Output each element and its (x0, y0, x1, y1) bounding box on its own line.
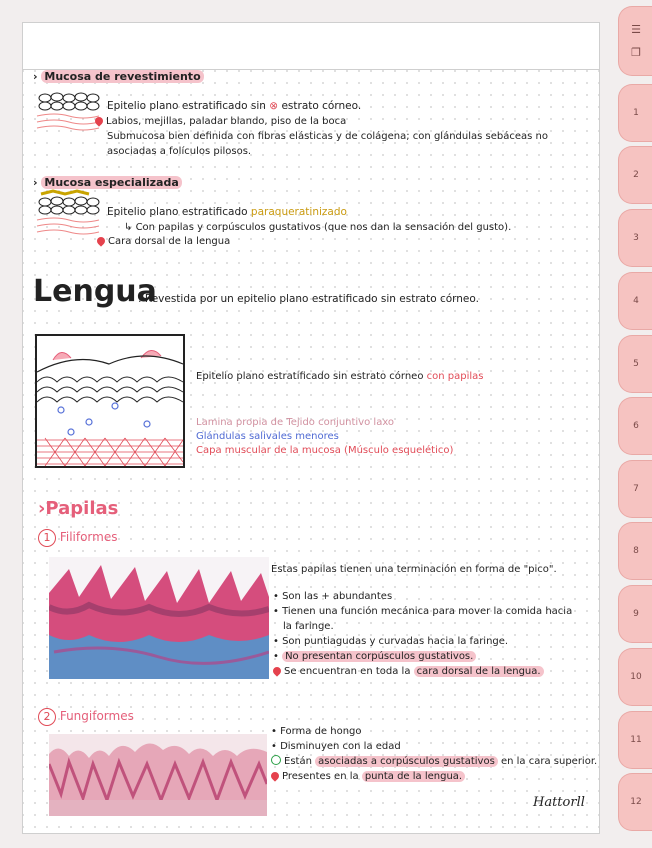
filiformes-bullet-3: • Son puntiagudas y curvadas hacia la faringe. (273, 636, 509, 647)
signature: Hattorll (533, 795, 585, 810)
especializada-line3: Cara dorsal de la lengua (97, 235, 230, 248)
list-icon[interactable]: ☰ (631, 23, 641, 36)
revestimiento-line3: Submucosa bien definida con fibras elásticas y de colágena; con glándulas sebáceas no (107, 131, 548, 142)
revestimiento-line1: Epitelio plano estratificado sin ⊗ estrato córneo. (107, 100, 362, 112)
filiformes-bullet-2: • Tienen una función mecánica para mover la comida hacia (273, 606, 573, 617)
copy-icon[interactable]: ❐ (631, 46, 641, 59)
revestimiento-line2: Labios, mejillas, paladar blando, piso de la boca (95, 115, 346, 128)
section-heading-revestimiento: › Mucosa de revestimiento (33, 70, 204, 83)
especializada-line2: ↳ Con papilas y corpúsculos gustativos (que nos dan la sensación del gusto). (124, 222, 512, 233)
revestimiento-line4: asociadas a folículos pilosos. (107, 146, 252, 157)
papilas-heading: ›Papilas (38, 498, 119, 519)
tab-6[interactable]: 6 (618, 397, 652, 455)
tab-7[interactable]: 7 (618, 460, 652, 518)
diagram-label-glands: Glándulas salivales menores (196, 431, 339, 442)
tab-tools[interactable] (618, 6, 652, 76)
fungiformes-bullets (271, 725, 597, 785)
diagram-label-epithelium: Epitelio plano estratificado sin estrato córneo con papilas (196, 371, 484, 382)
no-icon: ⊗ (269, 100, 279, 112)
lengua-description: : Revestida por un epitelio plano estratificado sin estrato córneo. (138, 293, 479, 305)
tab-3[interactable]: 3 (618, 209, 652, 267)
fungiformes-heading: 2 Fungiformes (38, 708, 134, 726)
filiformes-bullet-5: Se encuentran en toda la cara dorsal de la lengua. (273, 665, 572, 678)
tab-10[interactable]: 10 (618, 648, 652, 706)
fungiformes-bullet-3: Están asociadas a corpúsculos gustativos en la cara superior. (271, 755, 597, 768)
fungiformes-bullet-4: Presentes en la punta de la lengua. (271, 770, 597, 783)
filiform-histology-image (49, 557, 269, 679)
tab-12[interactable]: 12 (618, 773, 652, 831)
tab-4[interactable]: 4 (618, 272, 652, 330)
location-pin-icon (269, 770, 280, 781)
filiformes-bullet-4: • No presentan corpúsculos gustativos. (273, 650, 572, 663)
tab-2[interactable]: 2 (618, 146, 652, 204)
lengua-title: Lengua (33, 274, 157, 309)
section-heading-especializada: › Mucosa especializada (33, 176, 182, 189)
tongue-layers-diagram (35, 334, 185, 468)
location-pin-icon (95, 235, 106, 246)
tab-5[interactable]: 5 (618, 335, 652, 393)
epithelium-drawing-1 (35, 90, 101, 134)
filiformes-intro: Estas papilas tienen una terminación en forma de "pico". (271, 564, 557, 575)
epithelium-drawing-2 (35, 188, 101, 238)
fungiformes-bullet-2: • Disminuyen con la edad (271, 741, 401, 752)
location-pin-icon (93, 115, 104, 126)
diagram-label-lamina: Lamina propia de Tejido conjuntivo laxo (196, 417, 395, 428)
location-pin-icon (271, 665, 282, 676)
fungiformes-bullet-1: • Forma de hongo (271, 726, 362, 737)
tab-8[interactable]: 8 (618, 522, 652, 580)
tab-11[interactable]: 11 (618, 711, 652, 769)
diagram-label-muscle: Capa muscular de la mucosa (Músculo esquelético) (196, 445, 454, 456)
page-header-bar (23, 23, 599, 70)
especializada-line1: Epitelio plano estratificado paraqueratinizado (107, 206, 347, 218)
check-icon (271, 755, 281, 765)
tab-1[interactable]: 1 (618, 84, 652, 142)
fungiform-histology-image (49, 734, 267, 816)
notebook-tab-strip (618, 0, 652, 848)
tab-9[interactable]: 9 (618, 585, 652, 643)
filiformes-heading: 1 Filiformes (38, 529, 117, 547)
filiformes-bullet-2b: la faringe. (283, 621, 334, 632)
filiformes-bullets (273, 590, 572, 680)
filiformes-bullet-1: • Son las + abundantes (273, 591, 393, 602)
